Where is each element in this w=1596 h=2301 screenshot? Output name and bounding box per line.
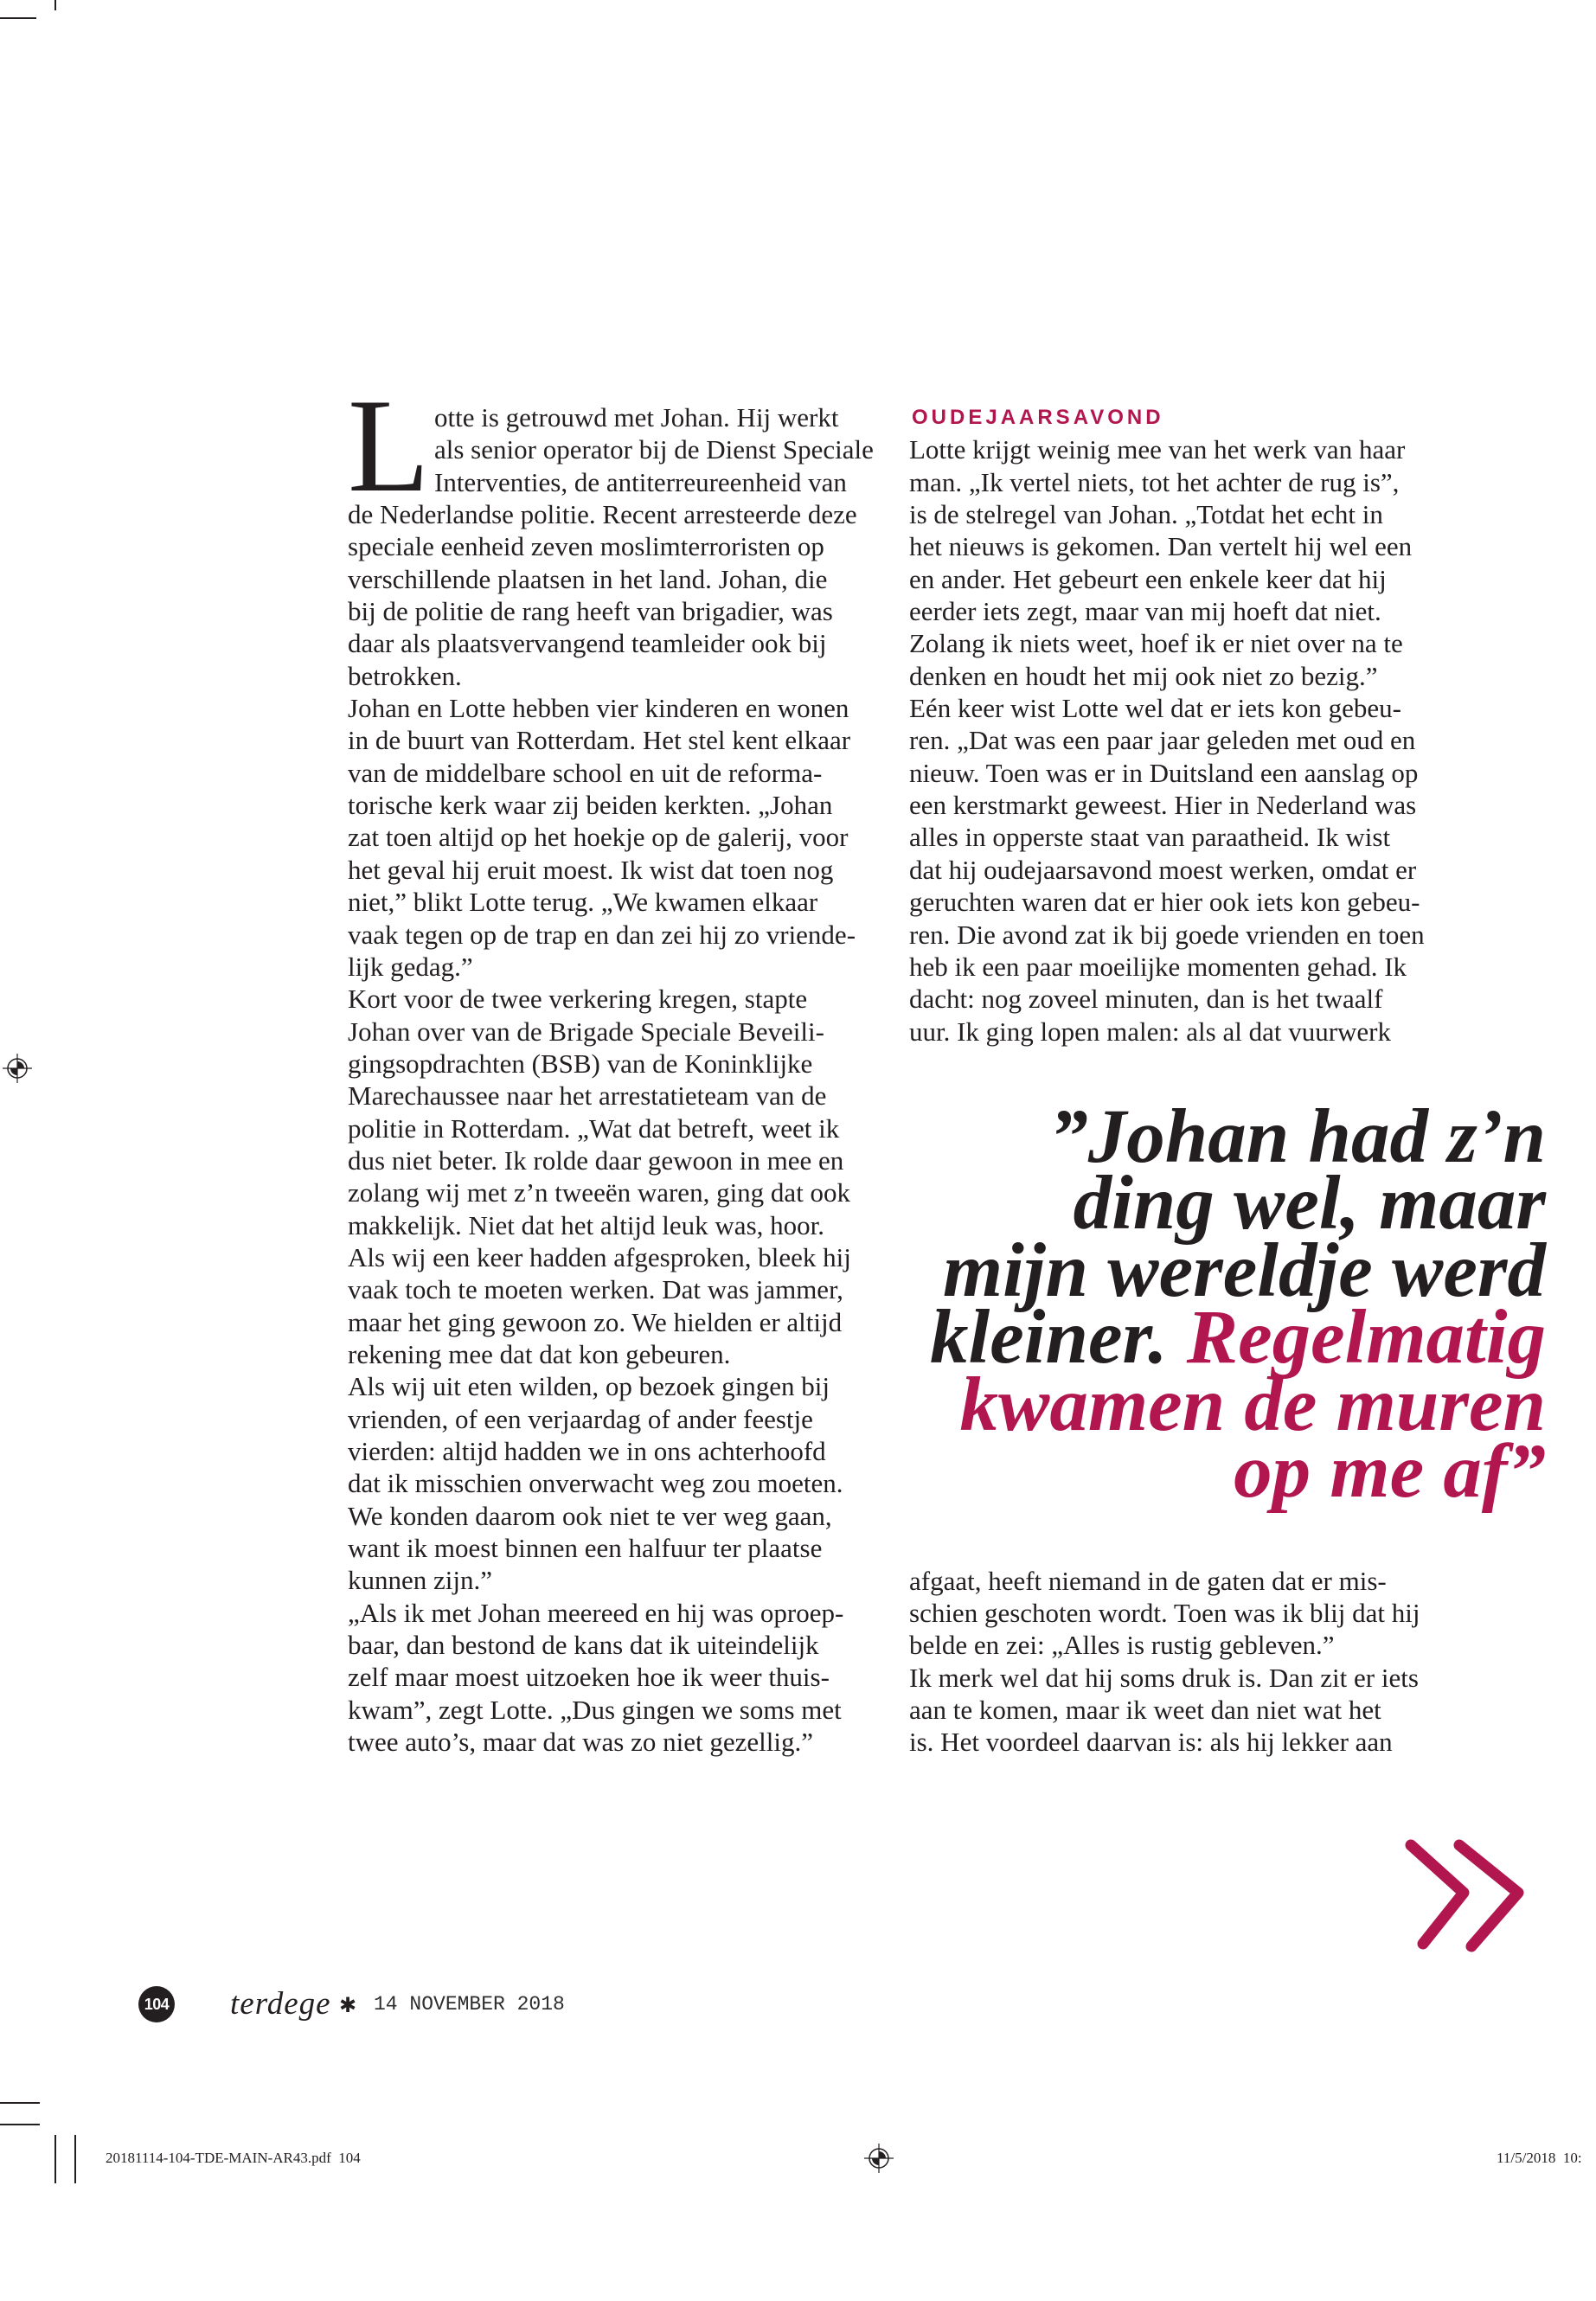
text-line: bij de politie de rang heeft van brigadier, was — [348, 596, 833, 627]
text-line: Interventies, de antiterreureenheid van — [434, 466, 847, 497]
crop-mark — [54, 2135, 56, 2183]
text-line: kwam”, zegt Lotte. „Dus gingen we soms met — [348, 1694, 842, 1725]
text-line: ren. „Dat was een paar jaar geleden met oud en — [909, 725, 1416, 756]
crop-mark — [0, 2102, 40, 2104]
text-line: rekening mee dat dat kon gebeuren. — [348, 1338, 731, 1369]
text-line: man. „Ik vertel niets, tot het achter de rug is”, — [909, 466, 1400, 497]
text-line: het geval hij eruit moest. Ik wist dat toen nog — [348, 854, 834, 885]
pull-quote-accent-text: kwamen de muren — [959, 1362, 1546, 1447]
text-line: speciale eenheid zeven moslimterroristen op — [348, 531, 824, 562]
crop-mark — [0, 2124, 40, 2125]
pull-quote-text: mijn wereldje werd — [942, 1227, 1546, 1313]
registration-mark-icon — [3, 1054, 32, 1083]
crop-mark — [54, 0, 56, 10]
text-line: Johan en Lotte hebben vier kinderen en wonen — [348, 693, 849, 724]
text-line: lijk gedag.” — [348, 951, 473, 982]
text-line: baar, dan bestond de kans dat ik uiteindelijk — [348, 1630, 819, 1661]
text-line: vierden: altijd hadden we in ons achterhoofd — [348, 1436, 826, 1466]
text-line: als senior operator bij de Dienst Speciale — [434, 434, 874, 465]
drop-cap: L — [348, 371, 430, 520]
text-line: zat toen altijd op het hoekje op de galerij, voor — [348, 822, 849, 853]
text-line: Als wij uit eten wilden, op bezoek gingen bij — [348, 1371, 830, 1402]
text-line: want ik moest binnen een halfuur ter plaatse — [348, 1533, 823, 1564]
text-line: belde en zei: „Alles is rustig gebleven.” — [909, 1630, 1335, 1661]
text-line: zolang wij met z’n tweeën waren, ging dat ook — [348, 1177, 851, 1208]
text-line: twee auto’s, maar dat was zo niet gezellig.” — [348, 1727, 813, 1758]
pull-quote-line — [930, 1428, 1546, 1514]
text-line: nieuw. Toen was er in Duitsland een aanslag op — [909, 757, 1419, 788]
text-line: dat ik misschien onverwacht weg zou moeten. — [348, 1468, 843, 1499]
text-line: afgaat, heeft niemand in de gaten dat er mis- — [909, 1565, 1387, 1596]
right-column-top-text — [909, 433, 1463, 1048]
text-line: maar het ging gewoon zo. We hielden er altijd — [348, 1306, 843, 1337]
text-line: eerder iets zegt, maar van mij hoeft dat niet. — [909, 596, 1381, 627]
text-line: „Als ik met Johan meereed en hij was oproep- — [348, 1597, 844, 1628]
text-line: uur. Ik ging lopen malen: als al dat vuurwerk — [909, 1016, 1392, 1047]
crop-mark — [74, 2135, 76, 2183]
text-line: ren. Die avond zat ik bij goede vrienden en toen — [909, 919, 1425, 950]
text-line: vaak tegen op de trap en dan zei hij zo vriende- — [348, 919, 856, 950]
slug-timestamp: 11/5/2018 10: — [1497, 2150, 1582, 2166]
text-line: Johan over van de Brigade Speciale Beveili- — [348, 1016, 824, 1047]
double-chevron-right-icon — [1401, 1834, 1531, 1955]
text-line: Zolang ik niets weet, hoef ik er niet over na te — [909, 628, 1403, 659]
text-line: schien geschoten wordt. Toen was ik blij dat hij — [909, 1597, 1420, 1628]
text-line: in de buurt van Rotterdam. Het stel kent elkaar — [348, 725, 851, 756]
text-line: is de stelregel van Johan. „Totdat het echt in — [909, 499, 1383, 530]
text-line: dus niet beter. Ik rolde daar gewoon in mee en — [348, 1144, 844, 1176]
text-line: van de middelbare school en uit de reforma- — [348, 757, 823, 788]
text-line: aan te komen, maar ik weet dan niet wat het — [909, 1694, 1381, 1725]
text-line: de Nederlandse politie. Recent arresteerde deze — [348, 499, 857, 530]
text-line: kunnen zijn.” — [348, 1565, 493, 1596]
right-column-bottom — [909, 1565, 1463, 1759]
text-line: torische kerk waar zij beiden kerkten. „Johan — [348, 790, 833, 821]
text-line: vrienden, of een verjaardag of ander feestje — [348, 1403, 813, 1434]
text-line: dacht: nog zoveel minuten, dan is het twaalf — [909, 984, 1383, 1015]
text-line: zelf maar moest uitzoeken hoe ik weer thuis- — [348, 1662, 830, 1693]
pull-quote-text: kleiner. — [930, 1295, 1187, 1381]
left-column — [348, 371, 884, 1758]
asterisk-icon: ✱ — [339, 1993, 357, 2017]
text-line: gingsopdrachten (BSB) van de Koninklijke — [348, 1048, 813, 1079]
text-line: is. Het voordeel daarvan is: als hij lekker aan — [909, 1727, 1393, 1758]
text-line: vaak toch te moeten werken. Dat was jammer, — [348, 1274, 843, 1305]
text-line: verschillende plaatsen in het land. Johan, die — [348, 563, 828, 594]
text-line: otte is getrouwd met Johan. Hij werkt — [434, 402, 839, 433]
slug-filename: 20181114-104-TDE-MAIN-AR43.pdf 104 — [106, 2150, 361, 2166]
text-line: Lotte krijgt weinig mee van het werk van haar — [909, 434, 1406, 465]
pull-quote-text: ding wel, maar — [1073, 1161, 1546, 1247]
text-line: Kort voor de twee verkering kregen, stapte — [348, 984, 808, 1015]
text-line: betrokken. — [348, 660, 462, 691]
text-line: Ik merk wel dat hij soms druk is. Dan zit er iets — [909, 1662, 1419, 1693]
text-line: en ander. Het gebeurt een enkele keer dat hij — [909, 563, 1387, 594]
pull-quote — [930, 1094, 1546, 1514]
text-line: geruchten waren dat er hier ook iets kon gebeu- — [909, 887, 1420, 918]
text-line: Als wij een keer hadden afgesproken, bleek hij — [348, 1241, 851, 1272]
crop-mark — [0, 17, 36, 19]
text-line: alles in opperste staat van paraatheid. Ik wist — [909, 822, 1391, 853]
section-heading: OUDEJAARSAVOND — [912, 406, 1164, 429]
text-line: Eén keer wist Lotte wel dat er iets kon gebeu- — [909, 693, 1401, 724]
page-number-badge: 104 — [138, 1986, 175, 2022]
text-line: het nieuws is gekomen. Dan vertelt hij wel een — [909, 531, 1413, 562]
text-line: makkelijk. Niet dat het altijd leuk was, hoor. — [348, 1209, 824, 1240]
text-line: Marechaussee naar het arrestatieteam van de — [348, 1080, 827, 1112]
text-line: denken en houdt het mij ook niet zo bezig.” — [909, 660, 1378, 691]
issue-date: 14 NOVEMBER 2018 — [374, 1993, 565, 2016]
text-line: daar als plaatsvervangend teamleider ook bij — [348, 628, 827, 659]
text-line: heb ik een paar moeilijke momenten gehad. Ik — [909, 951, 1407, 982]
text-line: niet,” blikt Lotte terug. „We kwamen elkaar — [348, 887, 818, 918]
text-line: politie in Rotterdam. „Wat dat betreft, weet ik — [348, 1112, 840, 1144]
right-column-top — [909, 401, 1463, 1048]
pull-quote-accent-text: Regelmatig — [1186, 1295, 1546, 1381]
registration-mark-icon — [864, 2144, 894, 2173]
magazine-logo: terdege — [230, 1986, 331, 2022]
text-line: We konden daarom ook niet te ver weg gaan, — [348, 1500, 832, 1531]
text-line: een kerstmarkt geweest. Hier in Nederland was — [909, 790, 1417, 821]
pull-quote-accent-text: op me af” — [1234, 1428, 1546, 1514]
text-line: dat hij oudejaarsavond moest werken, omdat er — [909, 854, 1417, 885]
pull-quote-text: ”Johan had z’n — [1049, 1094, 1546, 1179]
